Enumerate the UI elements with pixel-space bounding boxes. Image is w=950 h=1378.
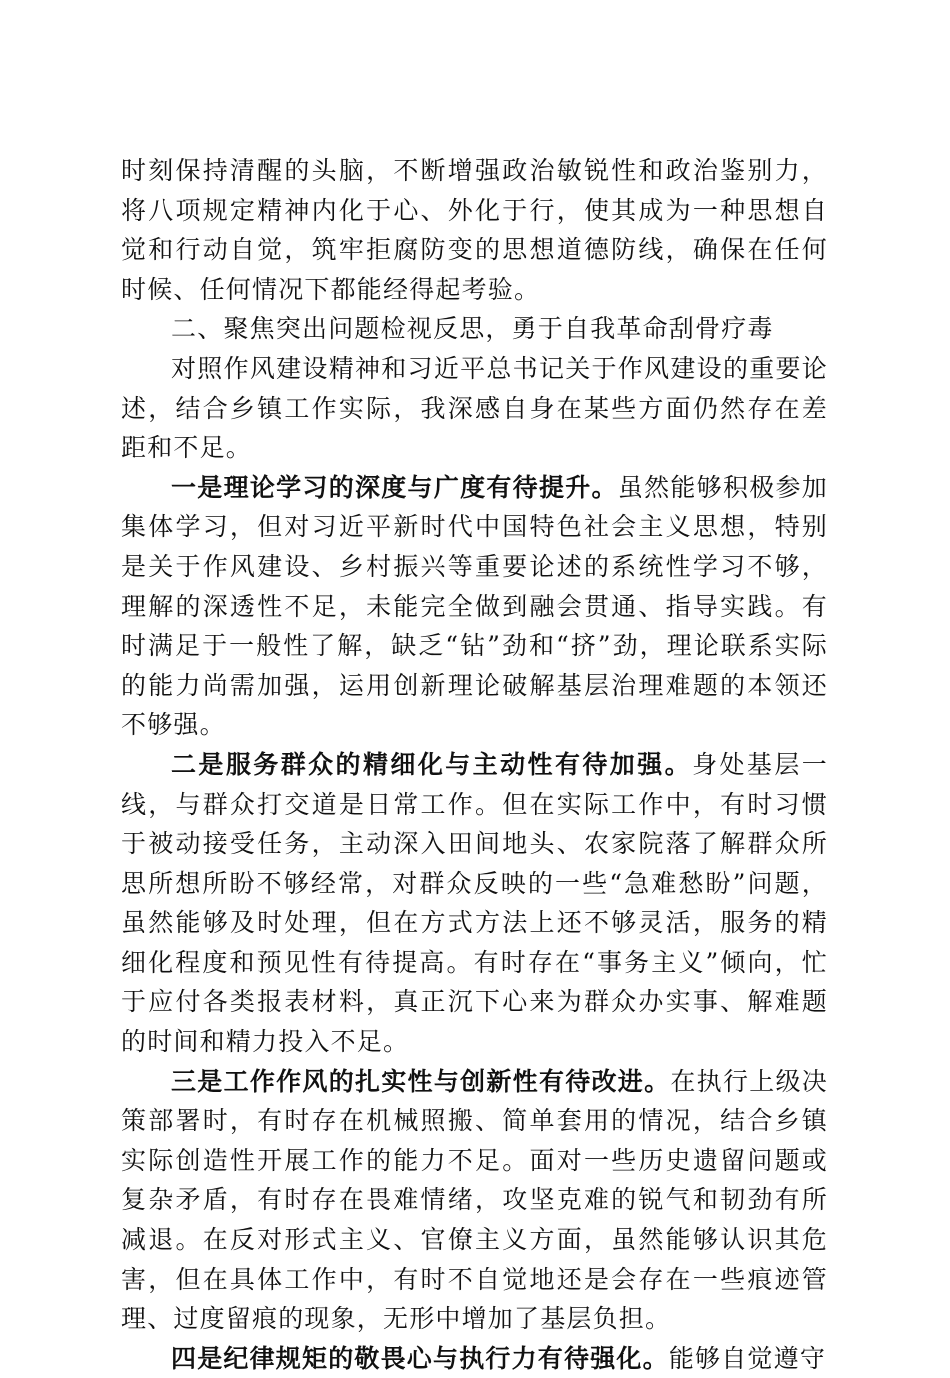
item-3-body: 在执行上级决策部署时，有时存在机械照搬、简单套用的情况，结合乡镇实际创造性开展工作的能力不足。面对一些历史遗留问题或复杂矛盾，有时存在畏难情绪，攻坚克难的锐气和韧劲有所减退。在反对形式主义、官僚主义方面，虽然能够认识其危害，但在具体工作中，有时不自觉地还是会存在一些痕迹管理、过度留痕的现象，无形中增加了基层负担。 bbox=[121, 1066, 828, 1334]
item-4-lead: 四是纪律规矩的敬畏心与执行力有待强化。 bbox=[171, 1343, 669, 1373]
item-4-body: 能够自觉遵守 bbox=[668, 1343, 827, 1373]
paragraph-item-3 bbox=[121, 1062, 828, 1339]
section-heading-2: 二、聚焦突出问题检视反思，勇于自我革命刮骨疗毒 bbox=[171, 314, 774, 344]
paragraph-item-1 bbox=[121, 468, 828, 745]
paragraph-intro: 对照作风建设精神和习近平总书记关于作风建设的重要论述，结合乡镇工作实际，我深感自身在某些方面仍然存在差距和不足。 bbox=[121, 353, 828, 463]
item-2-body: 身处基层一线，与群众打交道是日常工作。但在实际工作中，有时习惯于被动接受任务，主动深入田间地头、农家院落了解群众所思所想所盼不够经常，对群众反映的一些“急难愁盼”问题，虽然能够及时处理，但在方式方法上还不够灵活，服务的精细化程度和预见性有待提高。有时存在“事务主义”倾向，忙于应付各类报表材料，真正沉下心来为群众办实事、解难题的时间和精力投入不足。 bbox=[121, 749, 828, 1057]
paragraph-continued: 时刻保持清醒的头脑，不断增强政治敏锐性和政治鉴别力，将八项规定精神内化于心、外化于行，使其成为一种思想自觉和行动自觉，筑牢拒腐防变的思想道德防线，确保在任何时候、任何情况下都能经得起考验。 bbox=[121, 156, 828, 304]
item-1-body: 虽然能够积极参加集体学习，但对习近平新时代中国特色社会主义思想，特别是关于作风建设、乡村振兴等重要论述的系统性学习不够，理解的深透性不足，未能完全做到融会贯通、指导实践。有时满足于一般性了解，缺乏“钻”劲和“挤”劲，理论联系实际的能力尚需加强，运用创新理论破解基层治理难题的本领还不够强。 bbox=[121, 472, 828, 740]
document-body bbox=[121, 151, 828, 1378]
item-2-lead: 二是服务群众的精细化与主动性有待加强。 bbox=[171, 749, 693, 779]
item-1-lead: 一是理论学习的深度与广度有待提升。 bbox=[171, 472, 618, 502]
item-3-lead: 三是工作作风的扎实性与创新性有待改进。 bbox=[171, 1066, 671, 1096]
paragraph-item-2 bbox=[121, 745, 828, 1062]
paragraph-item-4 bbox=[121, 1339, 828, 1378]
